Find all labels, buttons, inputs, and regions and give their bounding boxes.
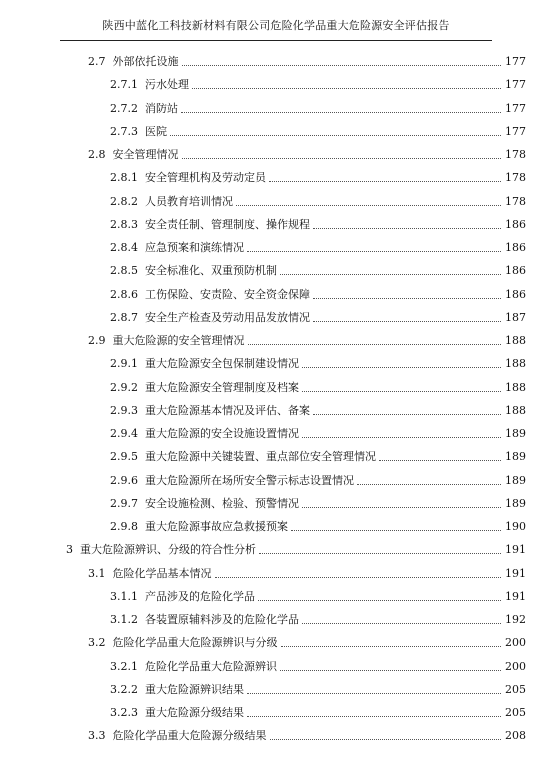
toc-entry[interactable] <box>0 652 526 674</box>
toc-entry[interactable] <box>0 675 526 697</box>
toc-entry[interactable] <box>0 466 526 488</box>
toc-entry-page: 200 <box>505 636 526 650</box>
toc-entry-title: 危险化学品重大危险源辨识 <box>145 659 277 673</box>
toc-entry-title: 重大危险源分级结果 <box>145 706 244 719</box>
dot-leader <box>259 553 501 554</box>
toc-entry-number: 2.9.3 <box>110 403 138 417</box>
toc-entry-title: 重大危险源中关键装置、重点部位安全管理情况 <box>145 450 376 464</box>
toc-entry[interactable] <box>0 512 526 534</box>
toc-entry-number: 3.1.1 <box>110 589 138 603</box>
toc-entry-page: 208 <box>505 729 526 743</box>
dot-leader <box>182 158 502 159</box>
toc-entry-title: 各装置原辅料涉及的危险化学品 <box>145 613 299 626</box>
toc-entry-number: 2.8.4 <box>110 241 138 254</box>
toc-entry-page: 188 <box>505 403 526 417</box>
toc-entry-title: 安全管理机构及劳动定员 <box>145 171 266 185</box>
header-title: 陕西中蓝化工科技新材料有限公司危险化学品重大危险源安全评估报告 <box>102 19 450 32</box>
toc-entry[interactable] <box>0 233 526 255</box>
toc-entry[interactable] <box>0 187 526 209</box>
toc-entry[interactable] <box>0 559 526 581</box>
toc-entry-page: 178 <box>505 194 526 208</box>
dot-leader <box>170 135 501 136</box>
toc-entry[interactable] <box>0 628 526 650</box>
toc-entry-number: 3.1.2 <box>110 613 138 626</box>
toc-entry-number: 2.7.2 <box>110 101 138 115</box>
dot-leader <box>182 65 502 66</box>
toc-entry-page: 188 <box>505 357 526 371</box>
toc-entry-page: 187 <box>505 310 526 324</box>
toc-entry[interactable] <box>0 582 526 604</box>
toc-entry-number: 2.9.8 <box>110 520 138 533</box>
toc-entry[interactable] <box>0 47 526 69</box>
dot-leader <box>281 646 502 647</box>
toc-entry[interactable] <box>0 326 526 348</box>
toc-entry[interactable] <box>0 256 526 278</box>
toc-entry-number: 3.3 <box>88 729 106 743</box>
toc-entry-number: 2.8 <box>88 148 106 161</box>
toc-entry-number: 2.8.6 <box>110 287 138 301</box>
toc-entry-page: 189 <box>505 427 526 440</box>
dot-leader <box>313 321 501 322</box>
dot-leader <box>313 228 501 229</box>
toc-entry-title: 产品涉及的危险化学品 <box>145 589 255 603</box>
page-header <box>60 14 492 41</box>
toc-entry-title: 重大危险源辨识结果 <box>145 682 244 696</box>
toc-entry[interactable] <box>0 419 526 441</box>
toc-entry-page: 177 <box>505 124 526 138</box>
toc-entry-number: 2.7 <box>88 55 106 68</box>
dot-leader <box>181 112 501 113</box>
toc-entry-title: 危险化学品重大危险源分级结果 <box>112 729 267 743</box>
toc-entry-page: 190 <box>505 520 526 533</box>
toc-entry-title: 污水处理 <box>145 78 189 92</box>
toc-entry[interactable] <box>0 280 526 302</box>
toc-entry-page: 178 <box>505 148 526 161</box>
toc-entry[interactable] <box>0 303 526 325</box>
toc-entry[interactable] <box>0 140 526 162</box>
toc-entry-page: 189 <box>505 473 526 487</box>
toc-entry[interactable] <box>0 721 526 743</box>
toc-entry-title: 重大危险源辨识、分级的符合性分析 <box>80 543 256 557</box>
toc-entry-page: 192 <box>505 613 526 626</box>
toc-entry-page: 188 <box>505 334 526 347</box>
toc-entry-number: 3 <box>66 543 73 557</box>
dot-leader <box>247 716 501 717</box>
dot-leader <box>215 577 502 578</box>
dot-leader <box>248 344 502 345</box>
toc-entry-page: 186 <box>505 287 526 301</box>
toc-entry-title: 重大危险源的安全设施设置情况 <box>145 427 299 440</box>
toc-entry-number: 3.2.3 <box>110 706 138 719</box>
dot-leader <box>302 367 501 368</box>
toc-entry[interactable] <box>0 605 526 627</box>
toc-entry-page: 188 <box>505 380 526 394</box>
toc-entry-title: 安全标准化、双重预防机制 <box>145 264 277 278</box>
toc-entry-title: 危险化学品基本情况 <box>112 566 212 580</box>
dot-leader <box>258 600 501 601</box>
dot-leader <box>302 507 501 508</box>
toc-entry[interactable] <box>0 94 526 116</box>
toc-entry-number: 3.1 <box>88 566 106 580</box>
toc-entry-number: 2.9.5 <box>110 450 138 464</box>
toc-entry-page: 178 <box>505 171 526 185</box>
toc-entry-page: 189 <box>505 496 526 510</box>
toc-entry[interactable] <box>0 70 526 92</box>
toc-entry-number: 2.9.2 <box>110 380 138 394</box>
toc-entry-number: 2.9.7 <box>110 496 138 510</box>
toc-entry-page: 189 <box>505 450 526 464</box>
toc-entry-title: 重大危险源所在场所安全警示标志设置情况 <box>145 473 354 487</box>
dot-leader <box>313 298 501 299</box>
dot-leader <box>280 670 501 671</box>
toc-entry-number: 2.9.4 <box>110 427 138 440</box>
toc-entry-title: 重大危险源安全包保制建设情况 <box>145 357 299 371</box>
toc-entry-page: 177 <box>505 78 526 92</box>
toc-entry-page: 191 <box>505 543 526 557</box>
toc-entry-page: 186 <box>505 217 526 231</box>
dot-leader <box>192 88 501 89</box>
dot-leader <box>291 530 501 531</box>
toc-entry-number: 2.8.3 <box>110 217 138 231</box>
toc-entry-page: 205 <box>505 682 526 696</box>
dot-leader <box>357 484 501 485</box>
toc-entry-title: 安全生产检查及劳动用品发放情况 <box>145 310 310 324</box>
toc-entry-number: 2.8.1 <box>110 171 138 185</box>
dot-leader <box>247 251 501 252</box>
toc-entry-page: 205 <box>505 706 526 719</box>
dot-leader <box>313 414 501 415</box>
dot-leader <box>270 739 502 740</box>
toc-entry-page: 186 <box>505 241 526 254</box>
toc-entry-number: 2.7.3 <box>110 124 138 138</box>
toc-entry-title: 医院 <box>145 124 167 138</box>
toc-entry-title: 消防站 <box>145 101 178 115</box>
dot-leader <box>236 205 501 206</box>
dot-leader <box>302 437 501 438</box>
toc-entry[interactable] <box>0 396 526 418</box>
toc-entry-title: 安全管理情况 <box>112 148 179 161</box>
toc-entry-page: 177 <box>505 101 526 115</box>
toc-entry-number: 2.9.6 <box>110 473 138 487</box>
toc-entry-number: 2.8.5 <box>110 264 138 278</box>
toc-entry-page: 191 <box>505 589 526 603</box>
toc-entry-title: 外部依托设施 <box>112 55 179 68</box>
toc-entry-page: 191 <box>505 566 526 580</box>
toc-entry-title: 工伤保险、安责险、安全资金保障 <box>145 287 310 301</box>
toc-entry-title: 应急预案和演练情况 <box>145 241 244 254</box>
toc-entry[interactable] <box>0 163 526 185</box>
toc-entry-title: 安全设施检测、检验、预警情况 <box>145 496 299 510</box>
toc-entry-page: 177 <box>505 55 526 68</box>
toc-entry-title: 危险化学品重大危险源辨识与分级 <box>112 636 278 650</box>
toc-entry-page: 200 <box>505 659 526 673</box>
toc-entry-number: 3.2 <box>88 636 106 650</box>
toc-entry[interactable] <box>0 349 526 371</box>
toc-entry[interactable] <box>0 117 526 139</box>
toc-entry[interactable] <box>0 210 526 232</box>
toc-entry-page: 186 <box>505 264 526 278</box>
toc-entry-number: 2.8.2 <box>110 194 138 208</box>
toc-entry-title: 重大危险源事故应急救援预案 <box>145 520 288 533</box>
toc-entry-number: 2.9 <box>88 334 106 347</box>
toc-entry-title: 人员教育培训情况 <box>145 194 233 208</box>
dot-leader <box>280 274 501 275</box>
toc-entry-title: 重大危险源安全管理制度及档案 <box>145 380 299 394</box>
toc-entry[interactable] <box>0 535 526 557</box>
toc-entry[interactable] <box>0 489 526 511</box>
dot-leader <box>379 460 501 461</box>
dot-leader <box>247 693 501 694</box>
dot-leader <box>302 623 501 624</box>
toc-entry-number: 2.9.1 <box>110 357 138 371</box>
toc-entry-number: 3.2.1 <box>110 659 138 673</box>
toc-entry[interactable] <box>0 698 526 720</box>
toc-entry-title: 重大危险源的安全管理情况 <box>112 334 245 347</box>
toc-entry[interactable] <box>0 373 526 395</box>
toc-entry-number: 3.2.2 <box>110 682 138 696</box>
toc-entry-number: 2.7.1 <box>110 78 138 92</box>
dot-leader <box>302 391 501 392</box>
toc-entry[interactable] <box>0 442 526 464</box>
toc-entry-title: 安全责任制、管理制度、操作规程 <box>145 217 310 231</box>
toc-entry-number: 2.8.7 <box>110 310 138 324</box>
dot-leader <box>269 181 501 182</box>
toc-entry-title: 重大危险源基本情况及评估、备案 <box>145 403 310 417</box>
